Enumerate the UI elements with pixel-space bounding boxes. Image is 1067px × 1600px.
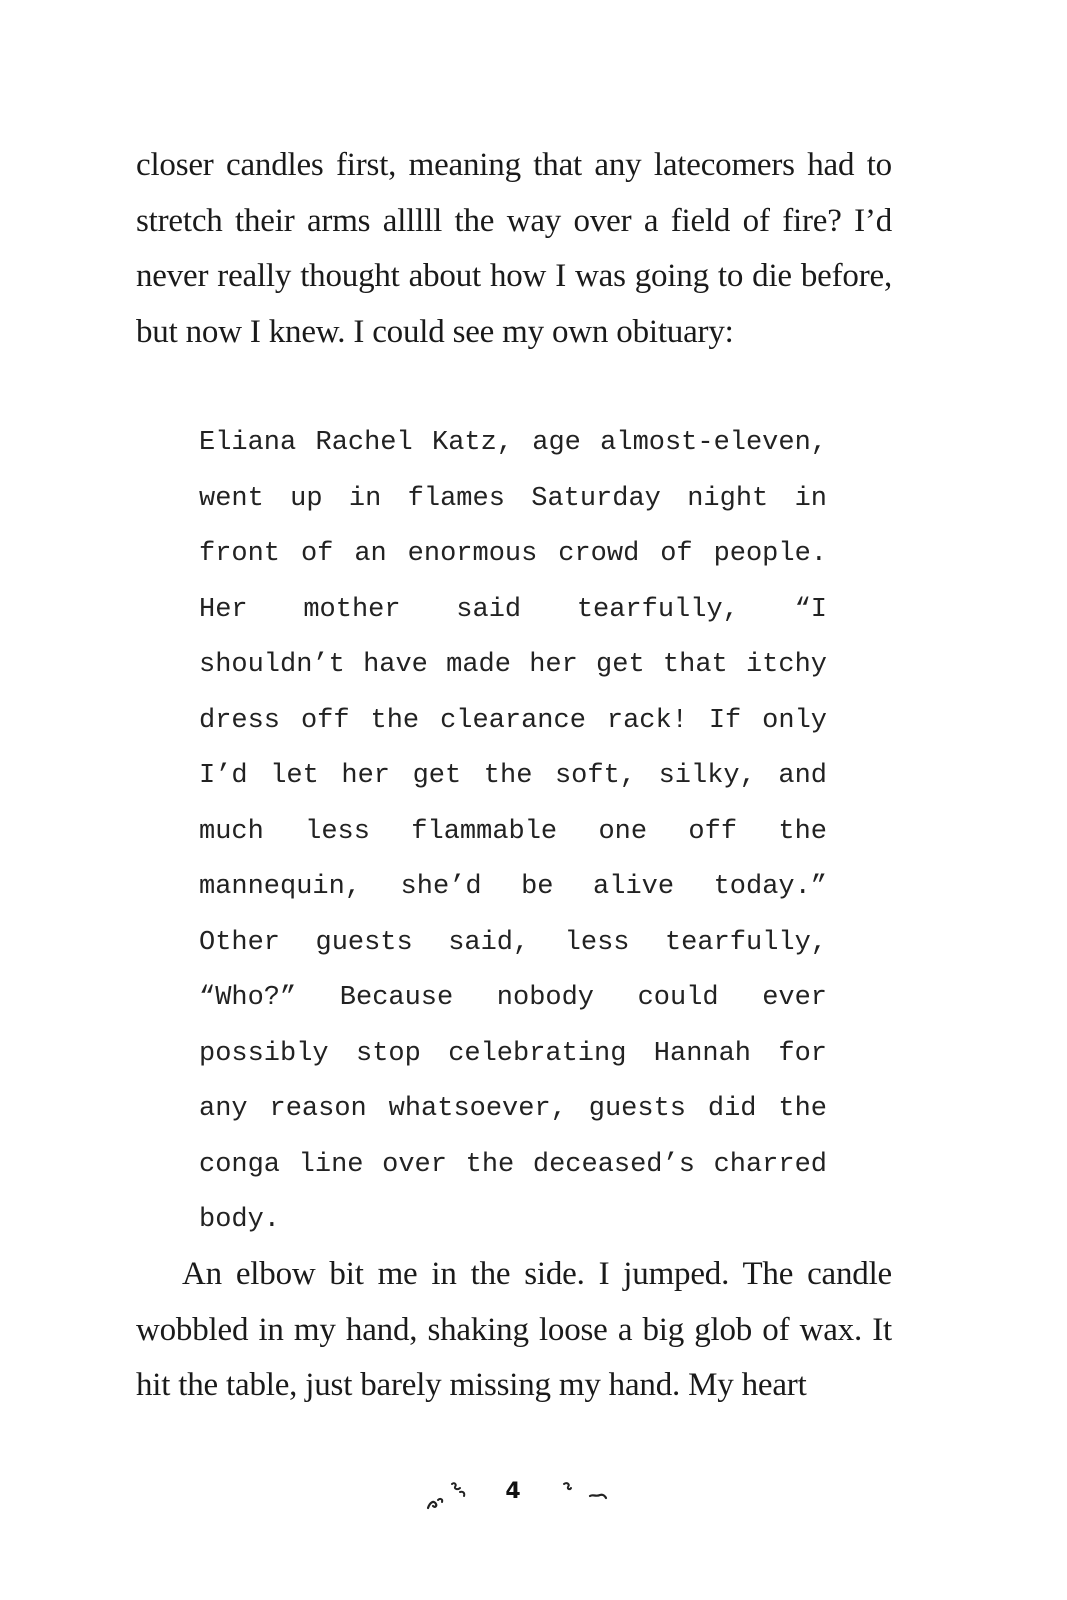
flourish-left-icon [424,1478,474,1514]
page-number: 4 [505,1479,521,1504]
paragraph-bottom: An elbow bit me in the side. I jumped. The candle wobbled in my hand, shaking loose a big glob of wax. It hit the table, just barely missing my hand. My heart [136,1256,892,1403]
page-footer [0,1478,1067,1518]
obituary-block: Eliana Rachel Katz, age almost-eleven, went up in flames Saturday night in front of an enormous crowd of people. Her mother said tearfully, “I shouldn’t have made her get that itchy dress off the clearance rack! If only I’d let her get the soft, silky, and much less flammable one off the mannequin, she’d be alive today.” Other guests said, less tearfully, “Who?” Because nobody could ever possibly stop celebrating Hannah for any reason whatsoever, guests did the conga line over the deceased’s charred body. [199,428,827,1235]
flourish-right-icon [560,1478,612,1514]
paragraph-top: closer candles first, meaning that any latecomers had to stretch their arms alllll the way over a field of fire? I’d never really thought about how I was going to die before, but now I knew. I could see my own obituary: [136,147,892,350]
